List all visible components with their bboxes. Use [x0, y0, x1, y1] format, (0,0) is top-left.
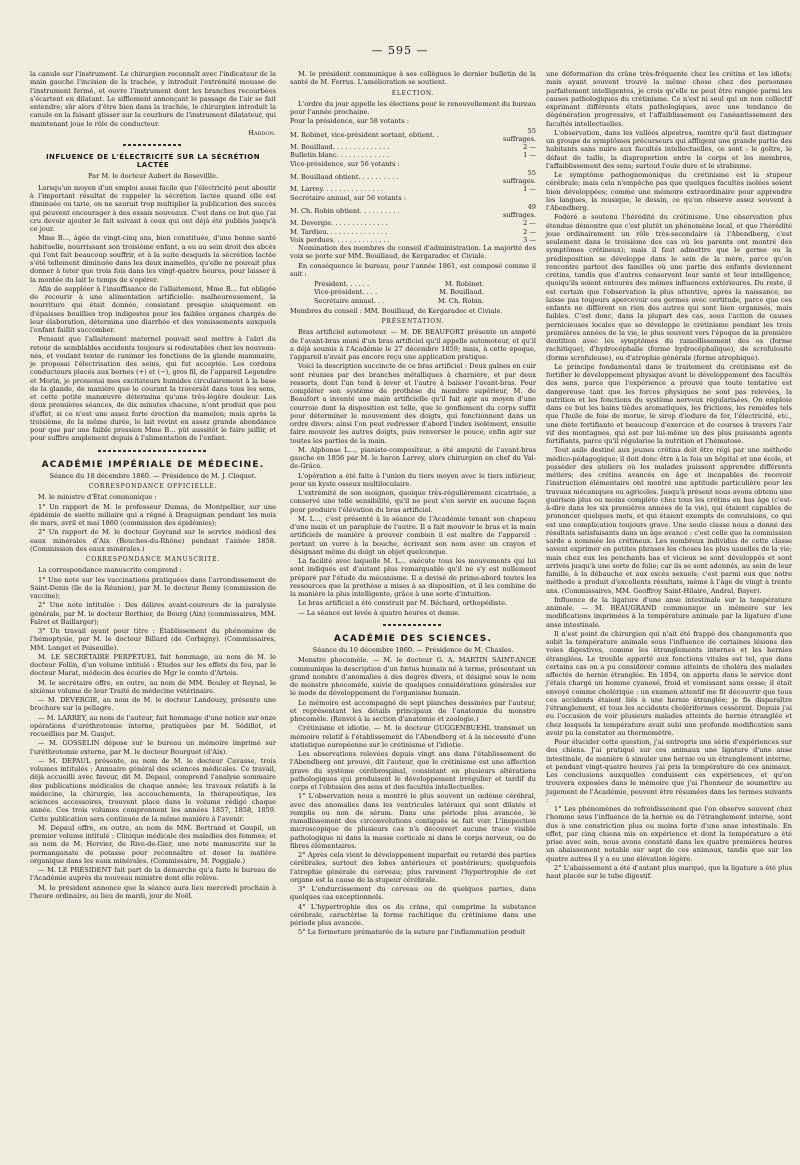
body-paragraph: Le symptôme pathognomonique du crétinisme est la stupeur cérébrale; mais cela n'empêche pas que quelques facultés isolées soient bien développées; comme une mémoire extraordinaire pour apprendre les langues, la musique, le dessin, ce qu'on observe assez souvent à l'Abendberg.: [546, 171, 792, 212]
vote-count: 1 —: [523, 151, 536, 160]
vote-title: Pour la présidence, sur 58 votants :: [290, 117, 409, 126]
intro-paragraph: la canule sur l'instrument. Le chirurgien reconnaît avec l'indicateur de la main gauche l'incision de la trachée, y introduit l'extrémité mousse de l'instrument fermé, et ouvre l'instrument dont les branches recourbées s'écartent en dilatant. Le sifflement annonçant le passage de l'air se fait entendre; sûr alors d'être bien dans la trachée, le chirurgien introduit la canule en la faisant glisser sur la courbure de l'instrument dilatateur, qui maintenant joue le rôle de conducteur.: [30, 70, 276, 128]
presentation-paragraph: M. L..., c'est présenté à la séance de l'Académie tenant son chapeau d'une main et un parapluie de l'autre. Il a fait mouvoir le bras et la main artificiels de manière à prouver combien il est maître de l'appareil : portant un verre à la bouche, écrivant son nom avec un crayon et désignant même du doigt un objet quelconque.: [290, 514, 536, 556]
officer-name: M. Bouillaud.: [439, 288, 484, 297]
vote-count: 2 —: [523, 219, 536, 228]
subsection-head: PRÉSENTATION.: [381, 318, 445, 325]
vote-count: 1 —: [523, 185, 536, 194]
presentation-paragraph: L'opération a été faite à l'union du tiers moyen avec le tiers inférieur, pour un kyste osseux multiloculaire.: [290, 471, 536, 488]
officer-role: Président. . . . . .: [314, 280, 370, 288]
science-paragraph: 5° La formeture prématurée de la suture par l'inflammation produit: [298, 928, 526, 937]
seance-line: Séance du 10 décembre 1860. — Présidence de M. Chasles.: [312, 646, 514, 654]
section-title-sciences: ACADÉMIE DES SCIENCES.: [333, 633, 493, 644]
science-paragraph: Les observations relevées depuis vingt ans dans l'établissement de l'Abendberg ont prouvé, dit l'auteur, que le crétinisme est une affection grave du système cérébrospinal, consistant en plusieurs altérations pathologiques qui produisent le développement irrégulier et tardif du corps et l'obtusion des sens et des facultés intellectuelles.: [290, 750, 536, 791]
manuscript-paragraph: — M. LARREY, au nom de l'auteur, fait hommage d'une notice sur onze opérations d'uréthrotomie interne, pratiquées par M. Sédillot, et recueillies par M. Gaujot.: [30, 713, 276, 738]
vote-table-secretary: [290, 203, 536, 244]
vote-row: [290, 127, 536, 144]
manuscript-paragraph: — M. GOSSELIN dépose sur le bureau un mémoire imprimé sur l'uréthrotomie externe, par M. le docteur Bourguet (d'Aix).: [30, 739, 276, 756]
presentation-paragraph: Voici la description succincte de ce bras artificiel : Deux gaînes en cuir sont réunies par des branches métalliques à charnière, et par deux ressorts, dont l'un tend à lever et l'autre à baisser l'avant-bras. Pour compléter son système de prothèse du membre supérieur, M. de Beaufort a inventé une main artificielle qu'il fait agir au moyen d'une courroie dont la disposition est telle, que le gonflement du corps suffit pour déterminer le mouvement des doigts, qui fonctionnent dans un ordre divers: ainsi l'on peut redresser d'abord l'index isolément, ensuite faire mouvoir les autres doigts, puis renverser le pouce, enfin agir sur toutes les parties de la main.: [290, 362, 536, 445]
manuscript-paragraph: 1° Une note sur les vaccinations pratiquées dans l'arrondissement de Saint-Denis (île de la Réunion), par M. le docteur Remy (commission de vaccine);: [30, 575, 276, 600]
body-paragraph: 2° L'abaissement a été d'autant plus marqué, que la ligature a été plus haut placée sur le tube digestif.: [546, 863, 792, 880]
divider: [123, 141, 183, 149]
vote-row: [290, 236, 536, 244]
vote-row: [290, 228, 536, 236]
divider: [383, 621, 443, 629]
article-paragraph: Pensant que l'allaitement maternel pouvait seul mettre à l'abri du retour de semblables accidents toujours si redoutables chez les nouveau-nés, et voulant tenter de ranimer les fonctions de la glande mammaire, je proposai l'électrisation des seins, qui fut acceptée. Les cordons conducteurs placés aux bornes (+) et (−), gros fil, de l'appareil Legendre et Morin, je promenai mes excitateurs humides circulairement à la base de la glande, de manière que le courant la traversât dans tous les sens, et cette petite manœuvre détermina qu'une très-légère douleur. Les deux premières séances, de dix minutes chacune, n'ont produit que peu d'effet, si ce n'est une assez forte érection du mamelon; mais après la troisième, de la même durée, le lait revint en assez grande abondance pour que par une faible pression Mme B... pût aussitôt le faire jaillir, et pour suffire amplement depuis à l'alimentation de l'enfant.: [30, 335, 276, 443]
body-paragraph: Pour élucider cette question, j'ai entrepris une série d'expériences sur des chiens. J'ai pratiqué sur ces animaux une ligature d'une anse intestinale, de manière à simuler une hernie ou un étranglement interne, et pendant vingt-quatre heures j'ai pris la température de ces animaux. Les conclusions auxquelles conduisent ces expériences, et qu'on trouvera exposées dans le mémoire que j'ai l'honneur de soumettre au jugement de l'Académie, peuvent être résumées dans les termes suivants :: [546, 738, 792, 804]
vote-name: Bulletin blanc. . . . . . . . . . . . .: [290, 151, 389, 160]
presentation-paragraph: La facilité avec laquelle M. L... exécute tous les mouvements qui lui sont indiqués est d'autant plus remarquable qu'il ne s'y est nullement préparé par l'étude du mécanisme. Il a devisé de prime-abord toutes les ressources que la prothèse a mises à sa disposition, et il les combine de la manière la plus intelligente, grâce à une sorte d'intuition.: [290, 557, 536, 598]
officers-list: [314, 280, 536, 305]
vote-count: 49 suffrages.: [502, 202, 536, 219]
science-paragraph: Crétinisme et idiotie. — M. le docteur GUGGENBUEHL transmet un mémoire relatif à l'établissement de l'Abendberg et à la nécessité d'une statistique européenne sur le crétinisme et l'idiotie.: [290, 724, 536, 749]
science-paragraph: 4° L'hypertrophie des os du crâne, qui comprime la substance cérébrale, caractérise la forme rachitique du crétinisme dans une période plus avancée.: [290, 902, 536, 927]
body-paragraph: Il n'est point de chirurgien qui n'ait été frappé des changements que subit la température animale sous l'influence de certaines lésions des voies digestives, comme les étranglements internes et les hernies étranglées. Le trouble apporté aux fonctions vitales est tel, que dans certains cas on a pu considérer comme atteints de choléra des malades affectés de hernie étranglée. En 1854, on apporta dans le service dont j'étais chargé un homme cyanosé, froid et vomissant sans cesse; il était envoyé comme cholérique : un examen attentif me fit découvrir que tous ces accidents étaient liés à une hernie étranglée; je fis disparaître l'étranglement, et tous les accidents cholériformes cessèrent. Depuis j'ai eu l'occasion de voir plusieurs malades atteints de hernie étranglée et chez lesquels la température avait subi une profonde modification sans avoir pu la constater au thermomètre.: [546, 629, 792, 737]
officer-role: Vice-président. . . .: [314, 288, 378, 297]
column-middle: [290, 70, 536, 938]
seance-line: Séance du 18 décembre 1860. — Présidence de M. J. Cloquet.: [49, 471, 257, 480]
science-paragraph: 2° Après cela vient le développement imparfait ou retardé des parties cérébrales, surtout des lobes antérieurs et postérieurs; quelquefois l'atrophie générale du cerveau; plus rarement l'hypertrophie de cet organe est la cause de la stupeur cérébrale.: [290, 851, 536, 884]
column-right: [546, 70, 792, 881]
correspondence-paragraph: 2° Un rapport de M. le docteur Goyrand sur le service médical des eaux minérales d'Aix (Bouches-du-Rhône) pendant l'année 1858. (Commission des eaux minérales.): [30, 528, 276, 553]
subsection-head: CORRESPONDANCE MANUSCRITE.: [86, 556, 220, 563]
vote-row: [290, 143, 536, 151]
vote-row: [290, 219, 536, 227]
manuscript-paragraph: 3° Un travail ayant pour titre : Établissement du phénomène de l'hémoptysie, par M. le docteur Billard (de Corbigny). (Commissaires, MM. Longet et Poiseuille).: [30, 627, 276, 652]
vote-name: M. Bouillaud. . . . . . . . . . . . . .: [290, 143, 390, 151]
officer-role: Secrétaire annuel. . .: [314, 296, 385, 305]
vote-title: Vice-présidence, sur 56 votants :: [290, 159, 400, 168]
opening-paragraph: M. le président communique à ses collègues le dernier bulletin de la santé de M. Ferrus. L'amélioration se soutient.: [290, 70, 536, 87]
science-paragraph: Le mémoire est accompagné de sept planches dessinées par l'auteur, et représentant les détails principaux de l'anatomie du monstre phocomèle. (Renvoi à la section d'anatomie et zoologie.): [290, 698, 536, 723]
bureau-text: En conséquence le bureau, pour l'année 1861, est composé comme il suit :: [290, 261, 536, 278]
manuscript-paragraph: M. le secrétaire offre, en outre, au nom de MM. Bouley et Reynal, le sixième volume de leur Traité de médecine vétérinaire.: [30, 678, 276, 695]
article-title: INFLUENCE DE L'ÉLECTRICITÉ SUR LA SÉCRÉTION LACTÉE: [45, 153, 261, 170]
presentation-paragraph: Le bras artificiel a été construit par M. Béchard, orthopédiste.: [298, 599, 508, 608]
officer-name: M. Robinet.: [444, 280, 484, 288]
vote-name: M. Larrey. . . . . . . . . . . . . . .: [290, 185, 384, 194]
officer-row: [314, 288, 484, 296]
presentation-paragraph: L'extrémité de son moignon, quoique très-régulièrement cicatrisée, a conservé une telle sensibilité, qu'il ne peut s'en servir en aucune façon pour produire l'élévation du bras artificiel.: [290, 489, 536, 514]
column-left: [30, 70, 276, 901]
manuscript-paragraph: M. LE SECRÉTAIRE PERPÉTUEL fait hommage, au nom de M. le docteur Follin, d'un volume intitulé : Études sur les effets du feu, par le docteur Marat, médecin des écuries de Mgr le comte d'Artois.: [30, 652, 276, 678]
vote-name: M. Tardieu. . . . . . . . . . . . . . .: [290, 227, 388, 236]
officer-row: [314, 297, 484, 305]
election-intro: L'ordre du jour appelle les élections pour le renouvellement du bureau pour l'année prochaine.: [290, 99, 536, 116]
page-number: — 595 —: [371, 44, 429, 57]
article-paragraph: Mme B..., âgée de vingt-cinq ans, bien constituée, d'une bonne santé habituelle, nourrissant son troisième enfant, a eu au sein droit des abcès qui l'ont fait beaucoup souffrir, et à la suite desquels la sécrétion lactée s'été tellement diminuée dans les deux mamelles, qu'elle ne pouvait plus donner à teter que trois fois dans les vingt-quatre heures, pour laisser à la montée du lait le temps de s'opérer.: [30, 234, 276, 284]
article-byline: Par M. le docteur Aubert de Rosevillle.: [88, 171, 218, 180]
vote-count: 55 suffrages.: [502, 168, 536, 185]
vote-title: Secrétaire annuel, sur 56 votants :: [290, 193, 407, 202]
council-text: Nomination des membres du conseil d'administration. La majorité des voix se porte sur MM. Bouillaud, de Kergaradec et Civiale.: [290, 244, 536, 261]
officer-name: M. Ch. Robin.: [437, 296, 484, 305]
manuscript-paragraph: M. Depaul offre, en outre, au nom de MM. Bertrand et Goupil, un premier volume intitulé : Clinique médicale des maladies des femmes; et au nom de M. Hervier, de Rive-de-Gier, une note manuscrite sur la permanganate de potasse pour reconnaître et doser la matière organique dans les eaux minérales. (Commissaire, M. Poggiale.): [30, 823, 276, 865]
correspondence-paragraph: M. le ministre d'État communique :: [38, 493, 157, 502]
vote-count: 55 suffrages.: [502, 126, 536, 143]
vote-name: M. Bouillaud obtient. . . . . . . . . .: [290, 172, 399, 181]
vote-table-vice: [290, 169, 536, 194]
vote-row: [290, 151, 536, 159]
vote-count: 2 —: [523, 227, 536, 236]
vote-row: [290, 203, 536, 220]
vote-row: [290, 185, 536, 193]
divider: [98, 447, 208, 455]
manuscript-paragraph: M. le président annonce que la séance aura lieu mercredi prochain à l'heure ordinaire, au lieu de mardi, jour de Noël.: [30, 883, 276, 900]
article-paragraph: Afin de suppléer à l'insuffisance de l'allaitement, Mme B... fut obligée de recourir à une alimentation artificielle: malheureusement, la nourriture qui était donnée, consistant presque uniquement en d'épaisses bouillies trop indigestes pour les faibles organes chargés de leur élaboration, détermina une diarrhée et des vomissements auxquels l'enfant faillit succomber.: [30, 284, 276, 334]
vote-name: M. Ch. Robin obtient. . . . . . . . . .: [290, 206, 400, 215]
body-paragraph: Influence de la ligature d'une anse intestinale sur la température animale. — M. BEAUGRAND communique un mémoire sur les modifications imprimées à la température animale par la ligature d'une anse intestinale.: [546, 595, 792, 629]
officer-row: [314, 280, 484, 288]
manuscript-paragraph: — M. DEVERGIE, au nom de M. le docteur Landouzy, présente une brochure sur la pellagre.: [30, 696, 276, 713]
manuscript-paragraph: — M. LE PRÉSIDENT fait part de la démarche qu'a faite le bureau de l'Académie auprès du nouveau ministre dont elle relève.: [30, 866, 276, 883]
body-paragraph: Le principe fondamental dans le traitement du crétinisme est de fortifier le développement physique avant le développement des facultés des sens, parce que l'expérience a prouvé que toute tentative est dangereuse tant que les forces physiques ne sont pas relevées, la nutrition et les fonctions du système nerveux régularisées. On emploie dans ce but les bains tièdes aromatiques, les frictions, les remèdes tels que l'huile de foie de morue, le sirop d'iodure de fer, l'électricité, etc., une diète fortifiante et beaucoup d'exercice et de courses à travers l'air vif des montagnes, qui est par lui-même un des plus puissants agents fortifiants, parce qu'il régularise la nutrition et l'hématose.: [546, 362, 792, 445]
body-paragraph: une déformation du crâne très-fréquente chez les crétins et les idiots; mais ayant souvent trouvé la même chose chez des personnes parfaitement intelligentes, je crois qu'elle ne peut être rangée parmi les causes pathologiques du crétinisme. Ce n'est ni seul qui un non collectif exprimant différents états pathologiques, avec une tendance de dégénération progressive, et l'affaiblissement ou l'anéantissement des facultés intellectuelles.: [546, 70, 792, 128]
body-paragraph: 1° Les phénomènes de refroidissement que l'on observe souvent chez l'homme sous l'influence de la hernie ou de l'étranglement interne, sont dus à une constriction plus ou moins forte d'une anse intestinale. En effet, par cinq chiens mis en expérience et dont la température a été prise avec soin, nous avons constaté dans les quatre premières heures un abaissement notable sur sept de ces animaux, tandis que sur les quatre autres il y a eu une élévation légère.: [546, 805, 792, 863]
presentation-paragraph: — La séance est levée à quatre heures et demie.: [298, 608, 461, 617]
science-paragraph: Monstre phocomèle. — M. le docteur G. A. MARTIN SAINT-ANGE communique la description d'un fœtus humain né à terme, présentant un grand nombre d'anomalies à des degrés divers, et désigné sous le nom de monstre phocomèle, suivie de quelques considérations générales sur le mode de développement de l'organisme humain.: [290, 656, 536, 698]
subsection-head: ÉLECTION.: [391, 89, 435, 97]
vote-count: 2 —: [523, 143, 536, 151]
article-paragraph: Lorsqu'un moyen d'un emploi aussi facile que l'électricité peut aboutir à l'important résultat de rappeler la sécrétion lactée quand elle est diminuée ou tarie, on ne saurait trop multiplier la publication des succès qui peuvent encourager à des essais nouveaux. C'est dans ce but que j'ai cru devoir ajouter le fait suivant à ceux qui ont déjà été publiés jusqu'à ce jour.: [30, 183, 276, 233]
body-paragraph: Tout asile destiné aux jeunes crétins doit être régi par une méthode médico-pédagogique; il doit donc être à la fois un hôpital et une école, et posséder des ateliers où les malades puissent apprendre différents métiers; des crétins avancés en âge et incapables de recevoir l'instruction élémentaire ont montré une aptitude particulière pour les travaux mécaniques ou agricoles. Jusqu'à présent nous avons obtenu une guérison plus ou moins complète chez tous les crétins en bas âge (c'est-à-dire dans les six premières années de la vie), qui étaient capables de prononcer quelques mots, et qui étaient exempts de convulsions, ce qui est une complication toujours grave. Une seule classe nous a donné des résultats satisfaisants dans un âge avancé : c'est celle que la commission sarde a nommée les crétineux. Les nombreux individus de cette classe savent exprimer en petites phrases les choses les plus usuelles de la vie; mais chez eux les penchants bas et vicieux se sont développés et sont arrivés jusqu'à une sorte de folie; car ils se sont adonnés, au sein de leur famille, à la débauche et aux excès sexuels; c'est parmi eux que notre méthode a produit d'excellents résultats, même à l'âge de vingt à trente ans. (Commissaires, MM. Geoffroy Saint-Hilaire, Andral, Bayer).: [546, 446, 792, 595]
manuscript-paragraph: — M. DEPAUL présente, au nom de M. le docteur Cavasse, trois volumes intitulés : Annuaire général des sciences médicales. Ce travail, déjà accueilli avec faveur, dit M. Depaul, comprend l'analyse sommaire des publications médicales de chaque année; les travaux relatifs à la médecine, la chirurgie, les accouchements, la thérapeutique, les sciences accessoires, trouvent place dans le volume rédigé chaque année. Ces trois volumes comprennent les années 1857, 1858, 1859. Cette publication sera continuée de la même manière à l'avenir.: [30, 756, 276, 823]
vote-row: [290, 169, 536, 186]
vote-count: 3 —: [523, 235, 536, 244]
vote-name: M. Devergie. . . . . . . . . . . . . .: [290, 219, 388, 228]
subsection-head: CORRESPONDANCE OFFICIELLE.: [88, 483, 218, 490]
council-members: Membres du conseil : MM. Bouillaud, de Kergaradec et Civiale.: [290, 306, 503, 315]
science-paragraph: 3° L'endurcissement du cerveau ou de quelques parties, dans quelques cas exceptionnels.: [290, 885, 536, 902]
manuscript-paragraph: La correspondance manuscrite comprend :: [38, 566, 182, 575]
body-paragraph: L'observation, dans les vallées alpestres, montre qu'il faut distinguer un groupe de symptômes précurseurs qui affligent une grande partie des habitants sans nuire aux facultés intellectuelles, ce sont : le goître, le défaut de taille, la disproportion entre le corps et les membres, l'affaiblissement des sens; surtout l'ouïe dure et le strabisme.: [546, 128, 792, 170]
manuscript-paragraph: 2° Une note intitulée : Des délires avant-coureurs de la paralysie générale, par M. le docteur Berthier, de Bourg (Ain) (commissaires, MM. Falret et Baillarger);: [30, 601, 276, 626]
section-title-medecine: ACADÉMIE IMPÉRIALE DE MÉDECINE.: [41, 459, 265, 470]
presentation-paragraph: Bras artificiel automoteur. — M. DE BEAUFORT présente un ampoté de l'avant-bras muni d'un bras artificiel qu'il appelle automoteur, et qu'il a déjà soumis à l'Académie le 27 décembre 1859; mais, à cette époque, l'appareil n'avait pas encore reçu une application pratique.: [290, 328, 536, 361]
vote-name: M. Robinet, vice-président sortant, obtient. .: [290, 130, 439, 139]
science-paragraph: 1° L'observation nous a montré le plus souvent un œdème cérébral, avec des anomalies dans les ventricules latéraux qui sont dilatés et remplis ou non de sérum. Dans une période plus avancée, le ramollissement des circonvolutions contiguës se fait voir. L'inspection microscopique de plusieurs cas n'a découvert aucune trace visible pathologique ni dans la masse corticale ni dans le corps nerveux, ou de fibres élémentaires.: [290, 792, 536, 850]
vote-table-presidency: [290, 127, 536, 160]
body-paragraph: Fodéré a soutenu l'hérédité du crétinisme. Une observation plus étendue démontre que c'est plutôt un phénomène local, et que l'hérédité joue ordinairement un rôle très-secondaire (à l'Abendberg, c'est seulement dans le troisième des cas où les parents ont montré des symptômes crétineux); mais il faut admettre que le germe ou la prédisposition se développe dans le sein de la mère, parce qu'on rencontre partout des familles où une partie des enfants deviennent crétins, tandis que d'autres conservent leur santé et leur intelligence, quoiqu'ils soient entourés des mêmes influences extérieures. Du reste, il est certain que l'observation la plus attentive, après la naissance, ne laisse pas toujours apercevoir ces germes avec certitude, parce que ces enfants ne diffèrent en rien des autres qui sont bien organisés, mais faibles. C'est donc, dans la plupart des cas, sous l'action de causes pernicieuses locales que se développe le crétinisme pendant les trois premières années de la vie, le plus souvent vers l'époque de la première dentition avec les symptômes du ramollissement des os (forme rachitique), d'hydrocéphalie (forme hydrocéphalique), de scrofulosité (forme scrofuleuse), ou d'atrophie générale (forme atrophique).: [546, 213, 792, 362]
vote-name: Voix perdues. . . . . . . . . . . . . .: [290, 235, 390, 244]
intro-signature: Hardon.: [248, 128, 276, 137]
correspondence-paragraph: 1° Un rapport de M. le professeur Dumas, de Montpellier, sur une épidémie de suette miliaire qui a régné à Draguignan pendant les mois de mars, avril et mai 1860 (commission des épidémies);: [30, 502, 276, 527]
presentation-paragraph: M. Alphonse L..., pianiste-compositeur, a été amputé de l'avant-bras gauche en 1856 par M. le baron Larrey, alors chirurgien en chef du Val-de-Grâce.: [290, 445, 536, 471]
